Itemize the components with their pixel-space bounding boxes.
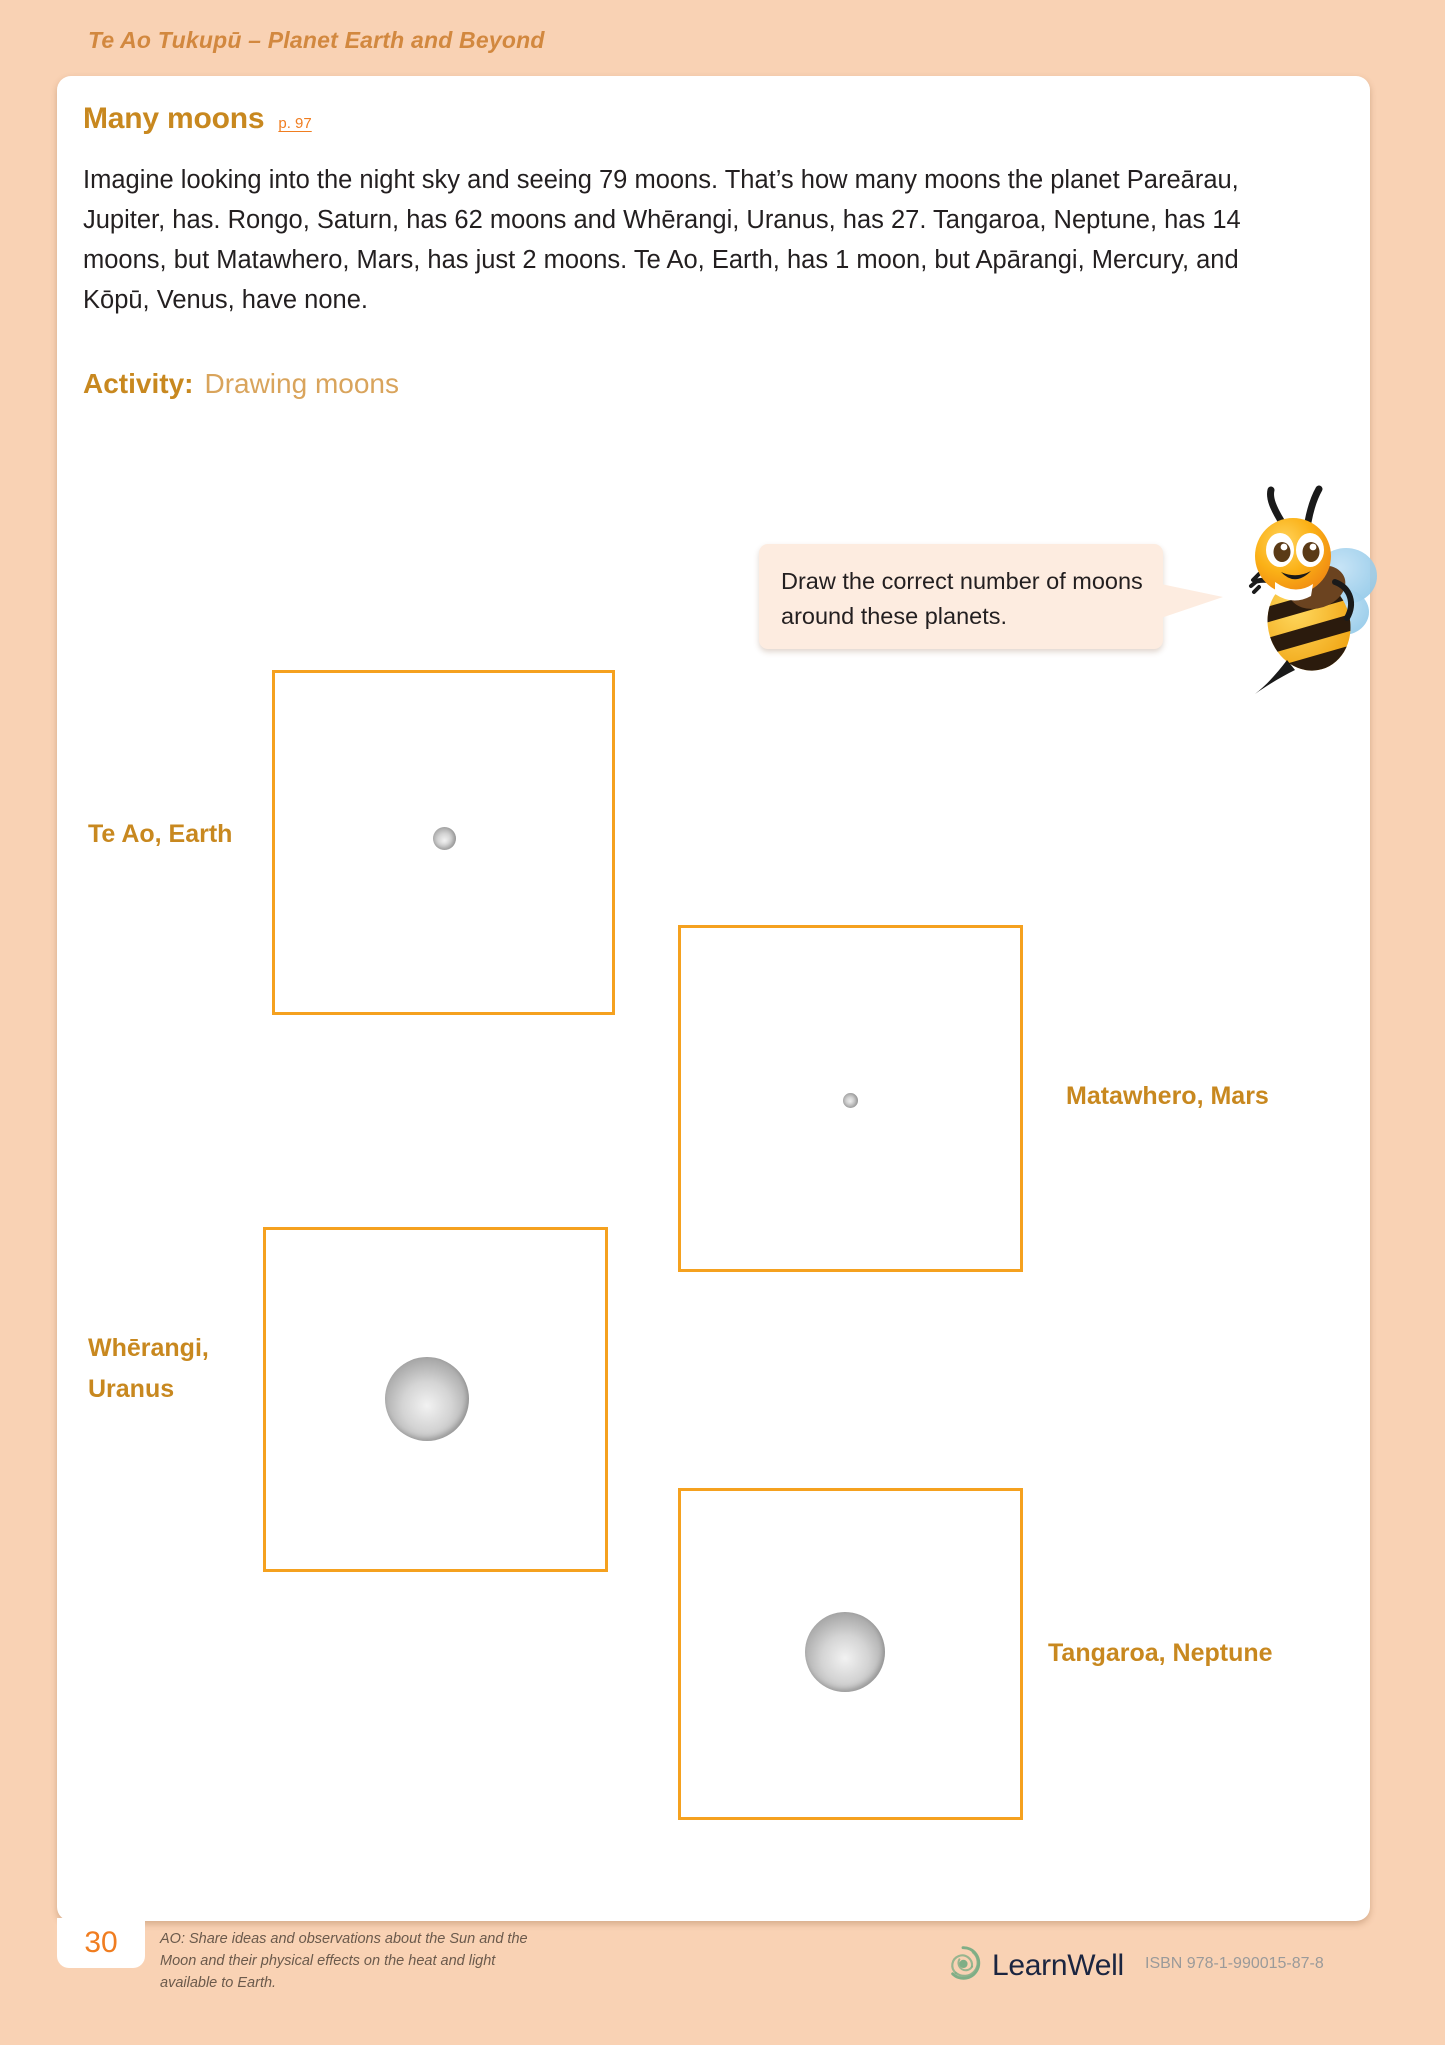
brand-logo (945, 1945, 1124, 1986)
planet-label-line: Te Ao, Earth (88, 820, 233, 848)
achievement-objective-text: AO: Share ideas and observations about the Sun and the Moon and their physical effects on the heat and light available to Earth. (160, 1931, 528, 1991)
brand-name: LearnWell (992, 1948, 1124, 1982)
planet-sphere-wh-rangi-uranus (385, 1357, 469, 1441)
section-title: Many moons (83, 102, 265, 135)
page-number: 30 (84, 1926, 118, 1959)
section-body-text: Imagine looking into the night sky and seeing 79 moons. That’s how many moons the planet Pareārau, Jupiter, has. Rongo, Saturn, has 62 moons and Whērangi, Uranus, has 27. Tangaroa, Neptune, has 14 moons, but Matawhero, Mars, has just 2 moons. Te Ao, Earth, has 1 moon, but Apārangi, Mercury, and Kōpū, Venus, have none. (83, 166, 1241, 314)
isbn-text: ISBN 978-1-990015-87-8 (1145, 1955, 1324, 1972)
planet-label-line: Tangaroa, Neptune (1048, 1639, 1273, 1667)
instruction-text: Draw the correct number of moons around these planets. (781, 568, 1143, 629)
planet-label-line: Whērangi, (88, 1334, 209, 1362)
planet-label-matawhero-mars (1066, 1076, 1326, 1117)
planet-activity-area (57, 76, 1370, 1921)
page-reference-link[interactable]: p. 97 (278, 115, 312, 132)
planet-sphere-tangaroa-neptune (805, 1612, 885, 1692)
planet-sphere-matawhero-mars (843, 1093, 858, 1108)
planet-label-wh-rangi-uranus (88, 1328, 268, 1410)
planet-label-line: Uranus (88, 1375, 175, 1403)
page-number-tab (57, 1918, 145, 1968)
planet-label-line: Matawhero, Mars (1066, 1082, 1269, 1110)
learnwell-koru-logo-icon (945, 1945, 981, 1986)
activity-name: Drawing moons (204, 368, 399, 399)
planet-label-te-ao-earth (88, 814, 268, 855)
activity-label: Activity: (83, 368, 194, 399)
planet-label-tangaroa-neptune (1048, 1633, 1338, 1674)
planet-sphere-te-ao-earth (433, 827, 456, 850)
page-card (57, 76, 1370, 1921)
running-header-title: Te Ao Tukupū – Planet Earth and Beyond (88, 27, 545, 53)
